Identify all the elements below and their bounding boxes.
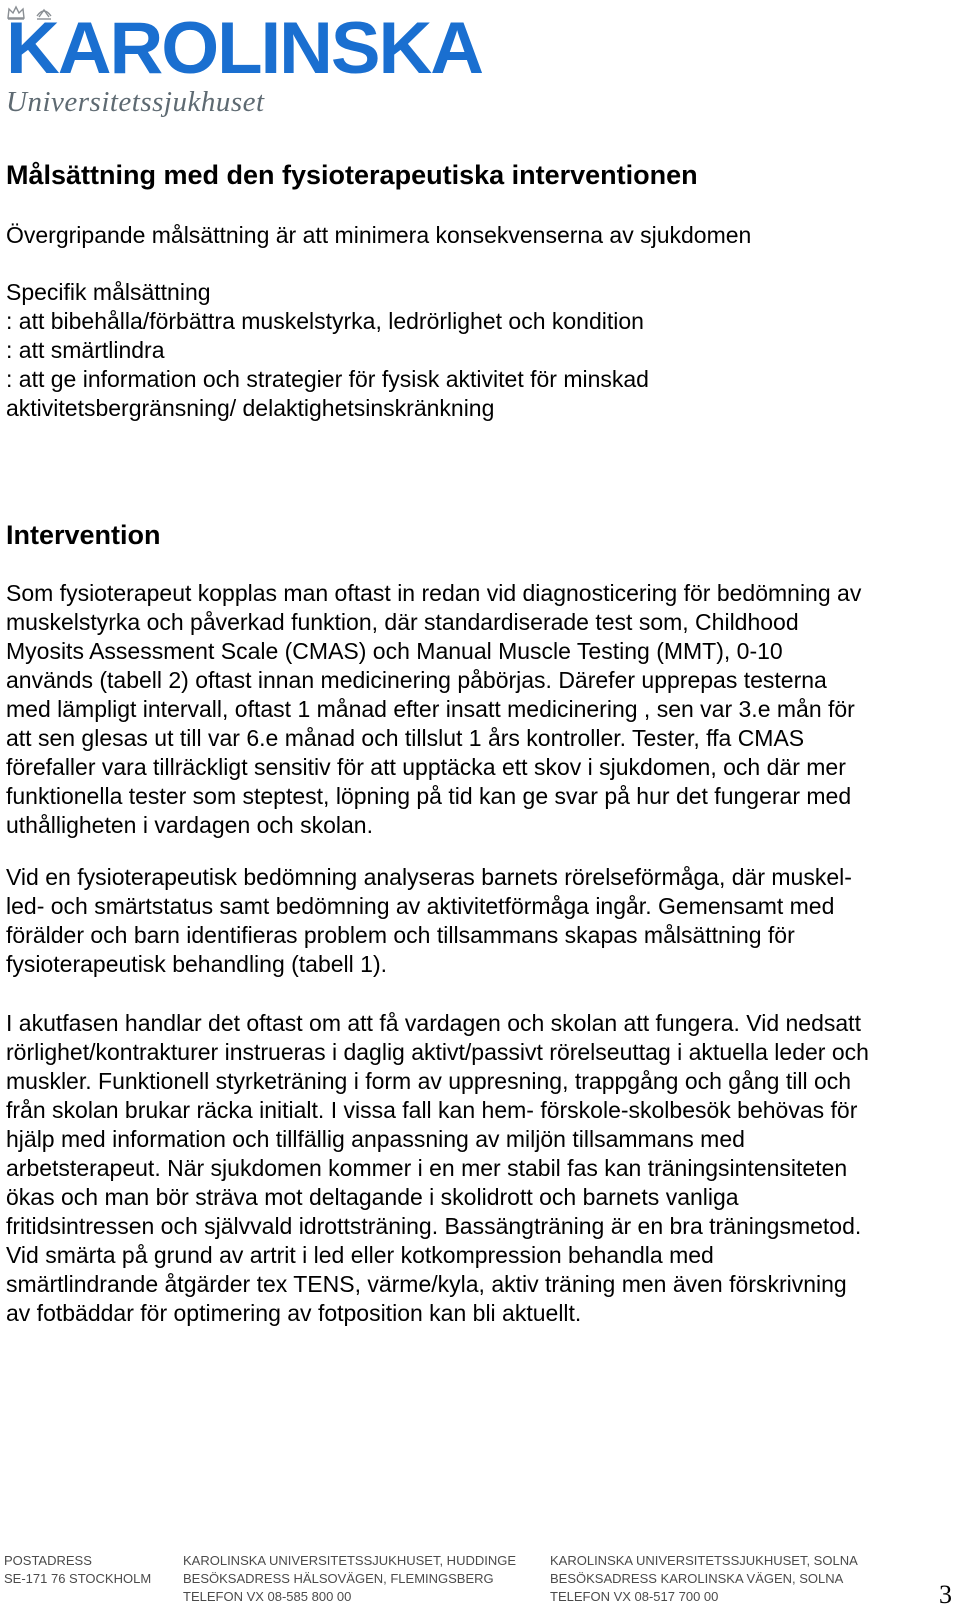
goal-overall-text: Övergripande målsättning är att minimera konsekvenserna av sjukdomen <box>6 222 752 248</box>
hospital-logo <box>6 4 506 124</box>
footer-postal-address: POSTADRESS SE-171 76 STOCKHOLM <box>4 1553 152 1586</box>
goal-specific-text: Specifik målsättning : att bibehålla/förbättra muskelstyrka, ledrörlighet och kondition : att smärtlindra : att ge information och strategier för fysisk aktivitet för minskad aktivitetsbergränsning/ delaktighetsinskränkning <box>6 279 649 421</box>
footer-solna-address: KAROLINSKA UNIVERSITETSSJUKHUSET, SOLNA BESÖKSADRESS KAROLINSKA VÄGEN, SOLNA TELEFON VX 08-517 700 00 <box>550 1553 858 1604</box>
intervention-paragraph-1: Som fysioterapeut kopplas man oftast in redan vid diagnosticering för bedömning av muskelstyrka och påverkad funktion, där standardiserade test som, Childhood Myosits Assessment Scale (CMAS) och Manual Muscle Testing (MMT), 0-10 används (tabell 2) oftast innan medicinering påbörjas. Därefer upprepas testerna med lämpligt intervall, oftast 1 månad efter insatt medicinering , sen var 3.e mån för att sen glesas ut till var 6.e månad och tillslut 1 års kontroller. Tester, ffa CMAS förefaller vara tillräckligt sensitiv för att upptäcka ett skov i sjukdomen, och där mer funktionella tester som steptest, löpning på tid kan ge svar på hur det fungerar med uthålligheten i vardagen och skolan. <box>6 580 862 838</box>
page-number: 3 <box>939 1580 952 1609</box>
footer-huddinge-address: KAROLINSKA UNIVERSITETSSJUKHUSET, HUDDINGE BESÖKSADRESS HÄLSOVÄGEN, FLEMINGSBERG TELEFON VX 08-585 800 00 <box>183 1553 517 1604</box>
logo-subtitle: Universitetssjukhuset <box>6 86 265 118</box>
intervention-paragraph-2: Vid en fysioterapeutisk bedömning analyseras barnets rörelseförmåga, där muskel- led- och smärtstatus samt bedömning av aktivitetförmåga ingår. Gemensamt med förälder och barn identifieras problem och tillsammans skapas målsättning för fysioterapeutisk behandling (tabell 1). <box>6 864 852 977</box>
intervention-heading: Intervention <box>6 520 161 550</box>
logo-wordmark: KAROLINSKA <box>6 8 482 89</box>
goal-heading: Målsättning med den fysioterapeutiska interventionen <box>6 160 698 190</box>
intervention-paragraph-3: I akutfasen handlar det oftast om att få vardagen och skolan att fungera. Vid nedsatt rörlighet/kontrakturer instrueras i daglig aktivt/passivt rörelseuttag i aktuella leder och muskler. Funktionell styrketräning i form av uppresning, trappgång och gång till och från skolan brukar räcka initialt. I vissa fall kan hem- förskole-skolbesök behövas för hjälp med information och tillfällig anpassning av miljön tillsammans med arbetsterapeut. När sjukdomen kommer i en mer stabil fas kan träningsintensiteten ökas och man bör sträva mot deltagande i skolidrott och barnets vanliga fritidsintressen och självvald idrottsträning. Bassängträning är en bra träningsmetod. Vid smärta på grund av artrit i led eller kotkompression behandla med smärtlindrande åtgärder tex TENS, värme/kyla, aktiv träning men även förskrivning av fotbäddar för optimering av fotposition kan bli aktuellt. <box>6 1010 869 1326</box>
